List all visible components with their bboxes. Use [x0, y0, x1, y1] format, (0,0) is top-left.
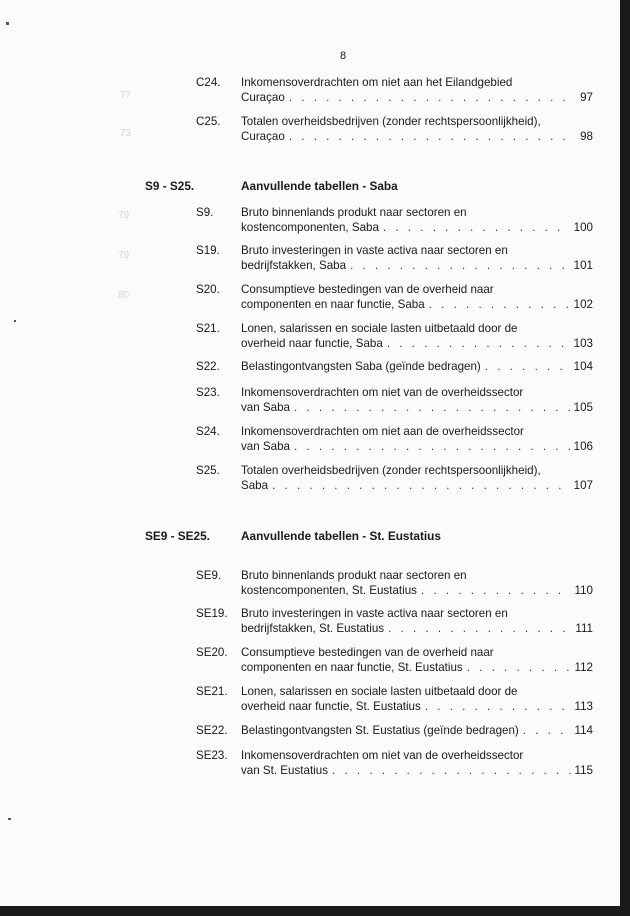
entry-code: S9.	[196, 206, 214, 219]
entry-code: S24.	[196, 425, 220, 438]
entry-title: Belastingontvangsten Saba (geïnde bedragen)	[241, 360, 481, 373]
entry-title-line1: Totalen overheidsbedrijven (zonder rechtspersoonlijkheid),	[241, 115, 541, 128]
entry-code: SE20.	[196, 646, 228, 659]
entry-title-line1: Bruto binnenlands produkt naar sectoren en	[241, 206, 467, 219]
entry-title-line1: Inkomensoverdrachten om niet aan de overheidssector	[241, 425, 524, 438]
dot-leader	[289, 129, 576, 144]
entry-page-ref: 112	[574, 661, 593, 674]
entry-title-line2: Saba	[241, 479, 269, 492]
entry-title-line1: Inkomensoverdrachten om niet aan het Eilandgebied	[241, 76, 513, 89]
entry-title-line2: van Saba	[241, 401, 290, 414]
bleed-through-mark: 79	[118, 250, 130, 261]
scan-mark	[14, 320, 16, 322]
entry-title-line2: van St. Eustatius	[241, 764, 328, 777]
entry-code: S20.	[196, 283, 220, 296]
entry-page-ref: 101	[573, 259, 593, 272]
entry-title-line2: componenten en naar functie, St. Eustatius	[241, 661, 463, 674]
dot-leader	[425, 699, 571, 714]
entry-title-line2: overheid naar functie, St. Eustatius	[241, 700, 421, 713]
dot-leader	[467, 660, 571, 675]
entry-title-line2: Curaçao	[241, 91, 285, 104]
dot-leader	[294, 439, 570, 454]
entry-title: Belastingontvangsten St. Eustatius (geïnde bedragen)	[241, 724, 519, 737]
entry-title-line1: Bruto binnenlands produkt naar sectoren en	[241, 569, 467, 582]
dot-leader	[485, 359, 570, 374]
entry-title-line2: bedrijfstakken, St. Eustatius	[241, 622, 385, 635]
entry-page-ref: 113	[574, 700, 593, 713]
dot-leader	[294, 400, 570, 415]
bleed-through-mark: 77	[120, 90, 132, 101]
entry-page-ref: 97	[580, 91, 593, 104]
section-code: SE9 - SE25.	[145, 529, 210, 543]
entry-page-ref: 107	[573, 479, 593, 492]
entry-title-line1: Lonen, salarissen en sociale lasten uitbetaald door de	[241, 685, 518, 698]
entry-title-line2: kostencomponenten, Saba	[241, 221, 379, 234]
entry-code: C25.	[196, 115, 221, 128]
entry-page-ref: 105	[573, 401, 593, 414]
scan-mark	[6, 22, 9, 25]
entry-title-line2: kostencomponenten, St. Eustatius	[241, 584, 417, 597]
entry-title-line1: Bruto investeringen in vaste activa naar sectoren en	[241, 244, 508, 257]
entry-title-line1: Consumptieve bestedingen van de overheid naar	[241, 283, 494, 296]
entry-title-line2: bedrijfstakken, Saba	[241, 259, 347, 272]
entry-page-ref: 106	[573, 440, 593, 453]
bleed-through-mark: 79	[118, 210, 130, 221]
entry-code: SE9.	[196, 569, 222, 582]
section-code: S9 - S25.	[145, 179, 195, 193]
entry-page-ref: 100	[573, 221, 593, 234]
entry-title-line1: Inkomensoverdrachten om niet van de overheidssector	[241, 749, 524, 762]
entry-page-ref: 104	[573, 360, 593, 373]
dot-leader	[421, 583, 571, 598]
entry-code: SE21.	[196, 685, 228, 698]
entry-code: S21.	[196, 322, 220, 335]
entry-title-line2: van Saba	[241, 440, 290, 453]
dot-leader	[387, 336, 570, 351]
dot-leader	[388, 621, 571, 636]
entry-title-line1: Inkomensoverdrachten om niet van de overheidssector	[241, 386, 524, 399]
dot-leader	[523, 723, 571, 738]
dot-leader	[429, 297, 570, 312]
entry-page-ref: 102	[573, 298, 593, 311]
entry-code: SE19.	[196, 607, 228, 620]
entry-title-line1: Lonen, salarissen en sociale lasten uitbetaald door de	[241, 322, 518, 335]
section-title: Aanvullende tabellen - Saba	[241, 179, 398, 193]
dot-leader	[332, 763, 571, 778]
entry-title-line2: componenten en naar functie, Saba	[241, 298, 425, 311]
entry-page-ref: 110	[574, 584, 593, 597]
entry-page-ref: 111	[575, 622, 593, 635]
entry-code: S25.	[196, 464, 220, 477]
dot-leader	[350, 258, 570, 273]
entry-code: S23.	[196, 386, 220, 399]
entry-page-ref: 98	[580, 130, 593, 143]
scan-mark	[8, 818, 11, 820]
dot-leader	[383, 220, 570, 235]
entry-title-line1: Consumptieve bestedingen van de overheid naar	[241, 646, 494, 659]
entry-title-line2: overheid naar functie, Saba	[241, 337, 383, 350]
section-title: Aanvullende tabellen - St. Eustatius	[241, 529, 441, 543]
entry-code: C24.	[196, 76, 221, 89]
page-number: 8	[340, 50, 348, 62]
bleed-through-mark: 80	[118, 290, 130, 301]
entry-code: S22.	[196, 360, 220, 373]
entry-page-ref: 114	[574, 724, 593, 737]
entry-page-ref: 103	[573, 337, 593, 350]
entry-title-line1: Totalen overheidsbedrijven (zonder rechtspersoonlijkheid),	[241, 464, 541, 477]
entry-code: SE22.	[196, 724, 228, 737]
bleed-through-mark: 73	[120, 128, 132, 139]
dot-leader	[272, 478, 570, 493]
entry-code: S19.	[196, 244, 220, 257]
entry-code: SE23.	[196, 749, 228, 762]
entry-page-ref: 115	[574, 764, 593, 777]
entry-title-line1: Bruto investeringen in vaste activa naar sectoren en	[241, 607, 508, 620]
entry-title-line2: Curaçao	[241, 130, 285, 143]
dot-leader	[289, 90, 576, 105]
